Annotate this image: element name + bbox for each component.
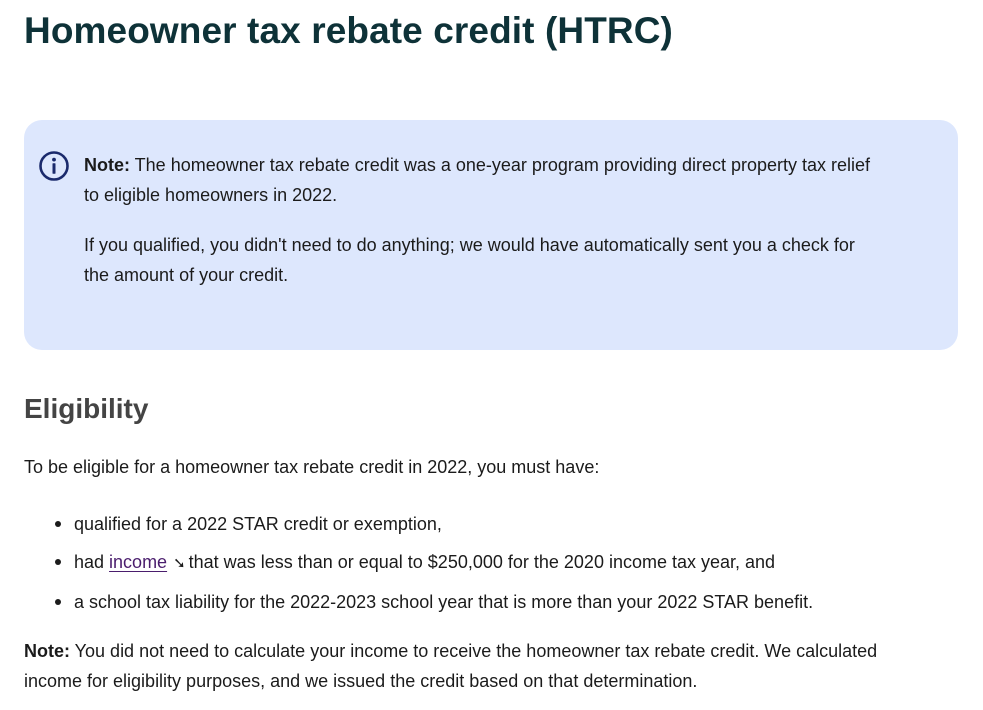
note-text <box>84 150 884 310</box>
note-paragraph-1-text: The homeowner tax rebate credit was a one-year program providing direct property tax relief to eligible homeowners in 2022. <box>84 155 871 205</box>
note-paragraph-1 <box>84 150 884 210</box>
list-item: a school tax liability for the 2022-2023 school year that is more than your 2022 STAR benefit. <box>74 583 813 621</box>
note-callout <box>24 120 958 350</box>
list-item-suffix: that was less than or equal to $250,000 for the 2020 income tax year, and <box>188 552 776 572</box>
eligibility-list <box>24 505 813 621</box>
list-item: qualified for a 2022 STAR credit or exemption, <box>74 505 813 543</box>
page-title: Homeowner tax rebate credit (HTRC) <box>24 10 673 51</box>
list-item <box>74 543 813 583</box>
eligibility-intro: To be eligible for a homeowner tax rebate credit in 2022, you must have: <box>24 457 600 477</box>
list-item-prefix: had <box>74 552 110 572</box>
info-icon <box>38 150 70 182</box>
eligibility-note-text: You did not need to calculate your income to receive the homeowner tax rebate credit. We calculated income for eligibility purposes, and we issued the credit based on that determination. <box>24 641 878 691</box>
income-link[interactable]: income <box>109 552 168 572</box>
external-link-arrow-icon: ➘ <box>173 555 186 572</box>
eligibility-note-label: Note: <box>24 641 70 661</box>
eligibility-heading: Eligibility <box>24 393 149 424</box>
note-label: Note: <box>84 155 130 175</box>
eligibility-note <box>24 636 924 696</box>
note-paragraph-2: If you qualified, you didn't need to do anything; we would have automatically sent you a check for the amount of your credit. <box>84 235 855 285</box>
